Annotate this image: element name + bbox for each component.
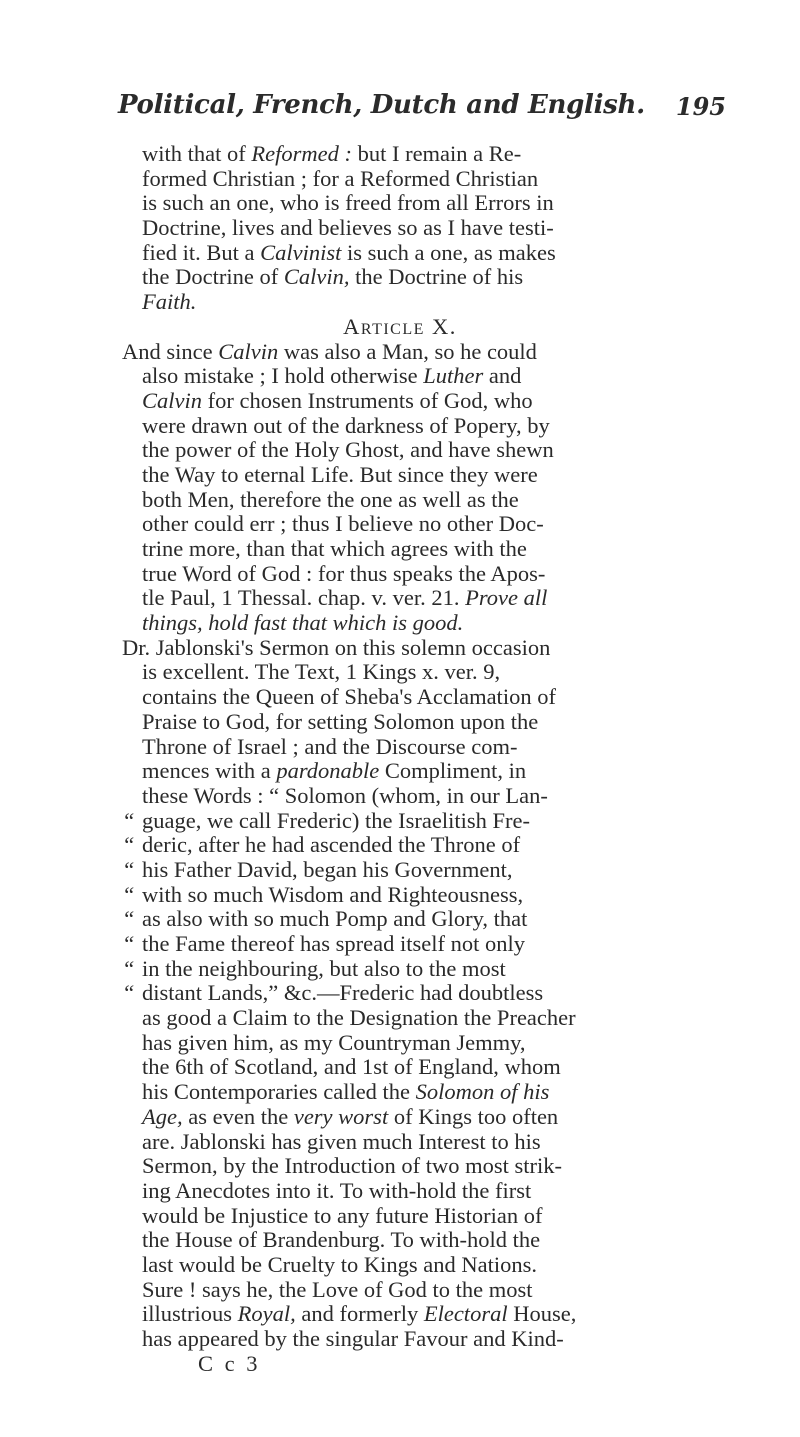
text-line [122, 191, 678, 216]
plain-text: of Kings too often [388, 1103, 559, 1129]
text-line [122, 833, 678, 858]
italic-text: Electoral [423, 1301, 508, 1327]
text-line [122, 290, 678, 315]
plain-text: true Word of God : for thus speaks the Apos- [142, 560, 546, 586]
text-line [122, 1278, 678, 1303]
plain-text: but I remain a Re- [351, 141, 522, 166]
text-line [122, 265, 678, 290]
text-line [122, 1302, 678, 1327]
text-line [122, 340, 678, 365]
text-line [122, 1006, 678, 1031]
text-line [122, 784, 678, 809]
text-line [122, 241, 678, 266]
plain-text: with so much Wisdom and Righteousness, [142, 881, 524, 907]
italic-text: Reformed : [251, 141, 352, 166]
text-line [122, 488, 678, 513]
body-text [122, 142, 678, 1376]
text-line [122, 389, 678, 414]
plain-text: has appeared by the singular Favour and Kind- [142, 1326, 564, 1351]
text-line [122, 216, 678, 241]
plain-text: trine more, than that which agrees with the [142, 536, 527, 561]
italic-text: Faith. [142, 289, 197, 315]
text-line [122, 364, 678, 389]
quote-mark: “ [122, 807, 135, 833]
plain-text: in the neighbouring, but also to the most [142, 955, 506, 981]
plain-text: Throne of Israel ; and the Discourse com- [142, 733, 518, 759]
text-line [122, 1031, 678, 1056]
text-line [122, 1154, 678, 1179]
page-header [118, 90, 726, 130]
plain-text: was also a Man, so he could [278, 338, 537, 364]
text-line [122, 1327, 678, 1352]
italic-text: very worst [293, 1103, 389, 1129]
text-line [122, 1105, 678, 1130]
text-line [122, 142, 678, 167]
text-line [122, 1055, 678, 1080]
article-heading: Article X. [343, 313, 457, 339]
plain-text: the Doctrine of [142, 264, 284, 290]
text-line [122, 660, 678, 685]
text-line [122, 586, 678, 611]
quote-mark: “ [122, 955, 135, 981]
italic-text: pardonable [276, 758, 380, 784]
plain-text: other could err ; thus I believe no other Doc- [142, 511, 544, 537]
plain-text: the Fame thereof has spread itself not only [142, 931, 526, 956]
signature-mark: C c 3 [198, 1350, 261, 1376]
text-line [122, 981, 678, 1006]
plain-text: last would be Cruelty to Kings and Nations. [142, 1251, 537, 1277]
text-line [122, 932, 678, 957]
plain-text: has given him, as my Countryman Jemmy, [142, 1029, 526, 1055]
plain-text: ing Anecdotes into it. To with-hold the first [142, 1177, 532, 1203]
text-line [122, 957, 678, 982]
plain-text: guage, we call Frederic) the Israelitish Fre- [142, 807, 530, 833]
text-line [122, 537, 678, 562]
plain-text: were drawn out of the darkness of Popery, by [142, 412, 550, 438]
plain-text: are. Jablonski has given much Interest to his [142, 1128, 541, 1154]
text-line [122, 1253, 678, 1278]
quote-mark: “ [122, 881, 135, 907]
text-line [122, 809, 678, 834]
plain-text: Compliment, in [379, 758, 527, 784]
quote-mark: “ [122, 906, 135, 932]
plain-text: for chosen Instruments of God, who [202, 387, 533, 413]
text-line [122, 438, 678, 463]
text-line [122, 685, 678, 710]
plain-text: is such an one, who is freed from all Errors in [142, 190, 554, 216]
plain-text: these Words : “ Solomon (whom, in our Lan- [142, 782, 548, 808]
plain-text: would be Injustice to any future Historian of [142, 1202, 543, 1228]
plain-text: the Way to eternal Life. But since they were [142, 461, 538, 487]
plain-text: mences with a [142, 758, 277, 784]
plain-text: the power of the Holy Ghost, and have shewn [142, 437, 554, 463]
text-line [122, 512, 678, 537]
plain-text: deric, after he had ascended the Throne of [142, 832, 521, 858]
text-line [122, 907, 678, 932]
plain-text: Dr. Jablonski's Sermon on this solemn occasion [122, 634, 551, 660]
plain-text: contains the Queen of Sheba's Acclamation of [142, 684, 556, 710]
text-line [122, 883, 678, 908]
text-line [122, 1228, 678, 1253]
italic-text: Solomon of his [415, 1079, 550, 1105]
quote-mark: “ [122, 832, 135, 858]
text-line [122, 414, 678, 439]
plain-text: Doctrine, lives and believes so as I have testi- [142, 215, 554, 241]
text-line [122, 1080, 678, 1105]
plain-text: as also with so much Pomp and Glory, that [142, 906, 528, 932]
text-line [122, 463, 678, 488]
plain-text: distant Lands,” &c.—Frederic had doubtless [142, 980, 544, 1006]
quote-mark: “ [122, 856, 135, 882]
plain-text: with that of [142, 141, 252, 166]
italic-text: Calvin [142, 387, 202, 413]
text-line [122, 562, 678, 587]
plain-text: both Men, therefore the one as well as the [142, 486, 519, 512]
plain-text: his Contemporaries called the [142, 1079, 416, 1105]
quote-mark: “ [122, 980, 135, 1006]
plain-text: Sermon, by the Introduction of two most strik- [142, 1153, 562, 1179]
plain-text: And since [122, 338, 219, 364]
text-line [122, 1179, 678, 1204]
plain-text: the 6th of Scotland, and 1st of England, whom [142, 1054, 561, 1080]
plain-text: and [483, 363, 522, 389]
italic-text: Prove all [465, 585, 548, 611]
plain-text: the Doctrine of his [349, 264, 524, 290]
plain-text: formed Christian ; for a Reformed Christian [142, 165, 539, 191]
text-line [122, 710, 678, 735]
plain-text: as even the [182, 1103, 294, 1129]
italic-text: Royal, [237, 1301, 296, 1327]
text-line [122, 636, 678, 661]
plain-text: is such a one, as makes [341, 239, 556, 265]
plain-text: also mistake ; I hold otherwise [142, 363, 424, 389]
text-line [122, 167, 678, 192]
text-line [122, 611, 678, 636]
plain-text: fied it. But a [142, 239, 261, 265]
plain-text: as good a Claim to the Designation the Preacher [142, 1005, 576, 1031]
italic-text: Calvin, [283, 264, 350, 290]
italic-text: things, hold fast that which is good. [142, 610, 464, 636]
text-line [122, 1130, 678, 1155]
page-number: 195 [675, 92, 726, 121]
italic-text: Luther [423, 363, 484, 389]
italic-text: Calvinist [260, 239, 342, 265]
italic-text: Calvin [218, 338, 279, 364]
text-line [122, 759, 678, 784]
plain-text: the House of Brandenburg. To with-hold the [142, 1227, 541, 1253]
plain-text: Sure ! says he, the Love of God to the most [142, 1276, 533, 1302]
italic-text: Age, [142, 1103, 183, 1129]
quote-mark: “ [122, 931, 135, 956]
plain-text: House, [507, 1301, 577, 1327]
plain-text: Praise to God, for setting Solomon upon the [142, 708, 539, 734]
running-head: Political, French, Dutch and English. [118, 90, 645, 120]
text-line [122, 858, 678, 883]
text-line [122, 1204, 678, 1229]
plain-text: is excellent. The Text, 1 Kings x. ver. 9, [142, 659, 501, 685]
plain-text: illustrious [142, 1301, 238, 1327]
plain-text: tle Paul, 1 Thessal. chap. v. ver. 21. [142, 585, 466, 611]
plain-text: and formerly [295, 1301, 424, 1327]
text-line [122, 735, 678, 760]
plain-text: his Father David, began his Government, [142, 856, 513, 882]
